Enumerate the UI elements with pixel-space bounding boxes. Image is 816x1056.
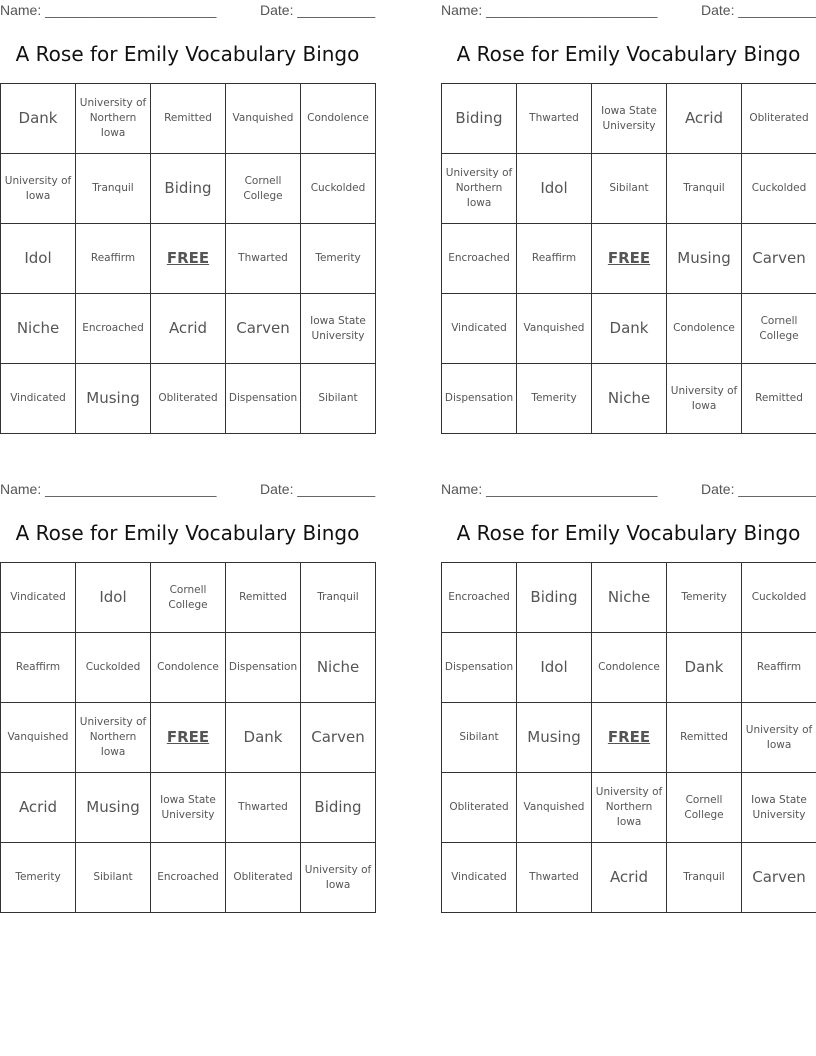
bingo-cell: Niche	[592, 364, 667, 434]
bingo-cell: Dank	[592, 294, 667, 364]
bingo-row	[442, 154, 816, 224]
bingo-cell: Sibilant	[76, 843, 151, 913]
bingo-cell: Obliterated	[226, 843, 301, 913]
bingo-cell: University of Iowa	[301, 843, 376, 913]
bingo-cell: Remitted	[742, 364, 816, 434]
bingo-cell: Cuckolded	[742, 563, 816, 633]
bingo-cell: Vindicated	[1, 364, 76, 434]
bingo-row	[1, 703, 376, 773]
bingo-cell: Iowa State University	[592, 84, 667, 154]
bingo-cell: Niche	[592, 563, 667, 633]
bingo-row	[442, 773, 816, 843]
bingo-cell: Dank	[667, 633, 742, 703]
name-field-label: Name: ______________________	[0, 481, 217, 497]
bingo-cell: University of Northern Iowa	[442, 154, 517, 224]
bingo-cell: Vindicated	[1, 563, 76, 633]
bingo-grid	[441, 562, 816, 913]
bingo-cell: Obliterated	[442, 773, 517, 843]
bingo-cell: Carven	[742, 224, 816, 294]
bingo-row	[1, 154, 376, 224]
bingo-cell: Idol	[517, 633, 592, 703]
bingo-cell: Cuckolded	[76, 633, 151, 703]
bingo-row	[1, 563, 376, 633]
bingo-cell: Dispensation	[442, 633, 517, 703]
bingo-cell: Reaffirm	[742, 633, 816, 703]
card-header	[441, 0, 816, 20]
bingo-cell: Musing	[76, 364, 151, 434]
bingo-row	[1, 224, 376, 294]
bingo-grid	[441, 83, 816, 434]
bingo-cell: Niche	[301, 633, 376, 703]
date-field-label: Date: __________	[260, 481, 376, 497]
bingo-cell: Biding	[517, 563, 592, 633]
card-title: A Rose for Emily Vocabulary Bingo	[15, 42, 360, 66]
free-cell: FREE	[151, 703, 226, 773]
bingo-grid	[0, 562, 376, 913]
bingo-cell: Iowa State University	[151, 773, 226, 843]
bingo-cell: Idol	[1, 224, 76, 294]
bingo-cell: Cornell College	[742, 294, 816, 364]
bingo-cell: Iowa State University	[742, 773, 816, 843]
bingo-row	[442, 294, 816, 364]
bingo-cell: Tranquil	[667, 843, 742, 913]
bingo-cell: Thwarted	[226, 773, 301, 843]
bingo-cell: Cuckolded	[742, 154, 816, 224]
card-title: A Rose for Emily Vocabulary Bingo	[15, 521, 360, 545]
bingo-cell: Temerity	[301, 224, 376, 294]
free-cell: FREE	[592, 224, 667, 294]
bingo-cell: Remitted	[226, 563, 301, 633]
date-field-label: Date: __________	[260, 2, 376, 18]
card-title: A Rose for Emily Vocabulary Bingo	[456, 42, 801, 66]
bingo-cell: Musing	[76, 773, 151, 843]
bingo-cell: Carven	[301, 703, 376, 773]
bingo-cell: Musing	[667, 224, 742, 294]
bingo-cell: Condolence	[151, 633, 226, 703]
bingo-cell: Vanquished	[1, 703, 76, 773]
bingo-cell: University of Northern Iowa	[592, 773, 667, 843]
bingo-cell: Iowa State University	[301, 294, 376, 364]
date-field-label: Date: __________	[701, 481, 816, 497]
bingo-row	[1, 773, 376, 843]
bingo-cell: Encroached	[442, 563, 517, 633]
bingo-cell: Cornell College	[151, 563, 226, 633]
bingo-row	[442, 843, 816, 913]
bingo-cell: Idol	[517, 154, 592, 224]
name-field-label: Name: ______________________	[0, 2, 217, 18]
bingo-cell: Vindicated	[442, 294, 517, 364]
bingo-cell: Tranquil	[667, 154, 742, 224]
bingo-row	[442, 364, 816, 434]
bingo-cell: University of Iowa	[1, 154, 76, 224]
bingo-cell: Obliterated	[151, 364, 226, 434]
bingo-cell: Tranquil	[76, 154, 151, 224]
bingo-cell: Condolence	[592, 633, 667, 703]
bingo-cell: University of Iowa	[742, 703, 816, 773]
bingo-row	[442, 84, 816, 154]
bingo-cell: Cornell College	[226, 154, 301, 224]
bingo-cell: Encroached	[151, 843, 226, 913]
bingo-cell: Cornell College	[667, 773, 742, 843]
bingo-cell: Thwarted	[226, 224, 301, 294]
bingo-cell: Dispensation	[442, 364, 517, 434]
bingo-row	[1, 294, 376, 364]
bingo-cell: University of Northern Iowa	[76, 703, 151, 773]
bingo-cell: Temerity	[517, 364, 592, 434]
bingo-cell: Thwarted	[517, 84, 592, 154]
bingo-cell: Temerity	[667, 563, 742, 633]
bingo-cell: Niche	[1, 294, 76, 364]
free-cell: FREE	[592, 703, 667, 773]
bingo-cell: Idol	[76, 563, 151, 633]
bingo-cell: Vindicated	[442, 843, 517, 913]
bingo-cell: Carven	[226, 294, 301, 364]
bingo-cell: Carven	[742, 843, 816, 913]
bingo-cell: Obliterated	[742, 84, 816, 154]
bingo-cell: Sibilant	[442, 703, 517, 773]
bingo-cell: Encroached	[442, 224, 517, 294]
free-cell: FREE	[151, 224, 226, 294]
bingo-cell: Encroached	[76, 294, 151, 364]
name-field-label: Name: ______________________	[441, 481, 658, 497]
bingo-row	[442, 633, 816, 703]
bingo-cell: Acrid	[592, 843, 667, 913]
bingo-cell: Condolence	[301, 84, 376, 154]
bingo-cell: Dispensation	[226, 364, 301, 434]
bingo-row	[1, 843, 376, 913]
bingo-cell: University of Iowa	[667, 364, 742, 434]
bingo-cell: Acrid	[667, 84, 742, 154]
card-title: A Rose for Emily Vocabulary Bingo	[456, 521, 801, 545]
bingo-cell: Reaffirm	[1, 633, 76, 703]
bingo-row	[1, 633, 376, 703]
bingo-cell: Biding	[442, 84, 517, 154]
bingo-cell: Reaffirm	[517, 224, 592, 294]
bingo-cell: Thwarted	[517, 843, 592, 913]
card-header	[441, 479, 816, 499]
card-header	[0, 479, 375, 499]
bingo-cell: Musing	[517, 703, 592, 773]
bingo-cell: Condolence	[667, 294, 742, 364]
bingo-cell: Dank	[226, 703, 301, 773]
bingo-cell: Biding	[301, 773, 376, 843]
bingo-row	[442, 563, 816, 633]
bingo-cell: Sibilant	[592, 154, 667, 224]
bingo-cell: Remitted	[667, 703, 742, 773]
bingo-row	[442, 703, 816, 773]
bingo-cell: Tranquil	[301, 563, 376, 633]
bingo-cell: Biding	[151, 154, 226, 224]
card-header	[0, 0, 375, 20]
bingo-grid	[0, 83, 376, 434]
bingo-cell: Vanquished	[517, 294, 592, 364]
bingo-cell: Sibilant	[301, 364, 376, 434]
bingo-cell: Cuckolded	[301, 154, 376, 224]
bingo-cell: Dispensation	[226, 633, 301, 703]
bingo-cell: Dank	[1, 84, 76, 154]
bingo-cell: Reaffirm	[76, 224, 151, 294]
bingo-cell: Acrid	[151, 294, 226, 364]
bingo-cell: Vanquished	[226, 84, 301, 154]
date-field-label: Date: __________	[701, 2, 816, 18]
bingo-cell: University of Northern Iowa	[76, 84, 151, 154]
bingo-cell: Vanquished	[517, 773, 592, 843]
name-field-label: Name: ______________________	[441, 2, 658, 18]
bingo-row	[1, 364, 376, 434]
bingo-row	[1, 84, 376, 154]
bingo-cell: Temerity	[1, 843, 76, 913]
bingo-cell: Acrid	[1, 773, 76, 843]
bingo-row	[442, 224, 816, 294]
bingo-cell: Remitted	[151, 84, 226, 154]
